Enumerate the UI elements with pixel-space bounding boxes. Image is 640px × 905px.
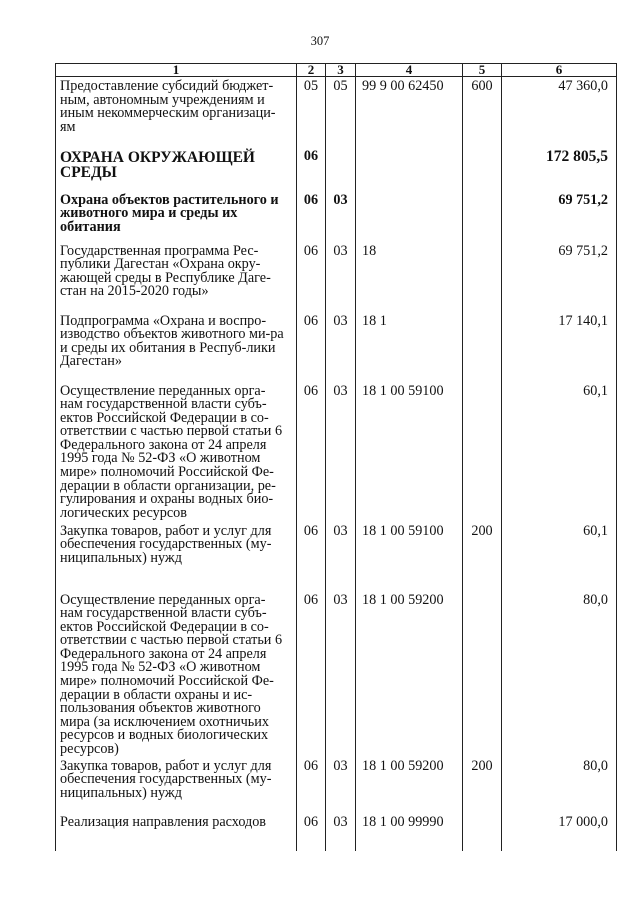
budget-table (55, 63, 617, 851)
target-article-code: 18 1 00 59100 (356, 382, 463, 522)
table-row (56, 147, 617, 191)
section-code: 06 (297, 522, 326, 591)
column-header: 5 (463, 64, 502, 77)
expense-type-code (463, 312, 502, 382)
amount: 69 751,2 (502, 191, 617, 242)
section-code: 06 (297, 591, 326, 757)
row-name: Охрана объектов растительного и животного мира и среды их обитания (56, 191, 297, 242)
subsection-code: 03 (326, 591, 356, 757)
subsection-code: 03 (326, 813, 356, 851)
target-article-code: 18 1 00 59100 (356, 522, 463, 591)
amount: 60,1 (502, 382, 617, 522)
expense-type-code (463, 242, 502, 312)
table-row (56, 522, 617, 591)
row-name: Подпрограмма «Охрана и воспро-изводство объектов животного ми-ра и среды их обитания в Респуб-лики Дагестан» (56, 312, 297, 382)
row-name: Реализация направления расходов (56, 813, 297, 851)
page-number: 307 (310, 34, 330, 48)
expense-type-code (463, 191, 502, 242)
amount: 60,1 (502, 522, 617, 591)
amount: 172 805,5 (502, 147, 617, 191)
row-name: Государственная программа Рес-публики Дагестан «Охрана окру-жающей среды в Республике Даге-стан на 2015-2020 годы» (56, 242, 297, 312)
amount: 80,0 (502, 757, 617, 813)
subsection-code: 03 (326, 312, 356, 382)
expense-type-code: 200 (463, 757, 502, 813)
amount: 80,0 (502, 591, 617, 757)
table-row (56, 312, 617, 382)
expense-type-code: 600 (463, 77, 502, 147)
subsection-code: 03 (326, 522, 356, 591)
target-article-code: 18 1 (356, 312, 463, 382)
table-row (56, 191, 617, 242)
expense-type-code (463, 813, 502, 851)
row-name: Закупка товаров, работ и услуг для обеспечения государственных (му-ниципальных) нужд (56, 522, 297, 591)
expense-type-code (463, 147, 502, 191)
column-header: 2 (297, 64, 326, 77)
target-article-code (356, 191, 463, 242)
row-name: Предоставление субсидий бюджет-ным, автономным учреждениям и иным некоммерческим организаци-ям (56, 77, 297, 147)
target-article-code: 18 (356, 242, 463, 312)
expense-type-code (463, 382, 502, 522)
target-article-code: 18 1 00 59200 (356, 591, 463, 757)
table-row (56, 77, 617, 147)
table-row (56, 242, 617, 312)
subsection-code (326, 147, 356, 191)
row-name: Осуществление переданных орга-нам государственной власти субъ-ектов Российской Федерации в со-ответствии с частью первой статьи 6 Федерального закона от 24 апреля 1995 года № 52-ФЗ «О животном мире» полномочий Российской Фе-дерации в области организации, ре-гулирования и охраны водных био-логических ресурсов (56, 382, 297, 522)
row-name: Закупка товаров, работ и услуг для обеспечения государственных (му-ниципальных) нужд (56, 757, 297, 813)
section-code: 06 (297, 312, 326, 382)
target-article-code: 18 1 00 99990 (356, 813, 463, 851)
subsection-code: 05 (326, 77, 356, 147)
expense-type-code (463, 591, 502, 757)
table-header-row (56, 64, 617, 77)
row-name: ОХРАНА ОКРУЖАЮЩЕЙ СРЕДЫ (56, 147, 297, 191)
amount: 47 360,0 (502, 77, 617, 147)
target-article-code (356, 147, 463, 191)
table-row (56, 591, 617, 757)
column-header: 6 (502, 64, 617, 77)
subsection-code: 03 (326, 242, 356, 312)
column-header: 3 (326, 64, 356, 77)
section-code: 05 (297, 77, 326, 147)
column-header: 1 (56, 64, 297, 77)
section-code: 06 (297, 757, 326, 813)
subsection-code: 03 (326, 757, 356, 813)
amount: 17 140,1 (502, 312, 617, 382)
table-row (56, 813, 617, 851)
section-code: 06 (297, 191, 326, 242)
section-code: 06 (297, 242, 326, 312)
row-name: Осуществление переданных орга-нам государственной власти субъ-ектов Российской Федерации в со-ответствии с частью первой статьи 6 Федерального закона от 24 апреля 1995 года № 52-ФЗ «О животном мире» полномочий Российской Фе-дерации в области охраны и ис-пользования объектов животного мира (за исключением охотничьих ресурсов и водных биологических ресурсов) (56, 591, 297, 757)
amount: 17 000,0 (502, 813, 617, 851)
section-code: 06 (297, 382, 326, 522)
target-article-code: 18 1 00 59200 (356, 757, 463, 813)
target-article-code: 99 9 00 62450 (356, 77, 463, 147)
column-header: 4 (356, 64, 463, 77)
subsection-code: 03 (326, 191, 356, 242)
table-row (56, 757, 617, 813)
subsection-code: 03 (326, 382, 356, 522)
table-row (56, 382, 617, 522)
expense-type-code: 200 (463, 522, 502, 591)
section-code: 06 (297, 813, 326, 851)
amount: 69 751,2 (502, 242, 617, 312)
section-code: 06 (297, 147, 326, 191)
